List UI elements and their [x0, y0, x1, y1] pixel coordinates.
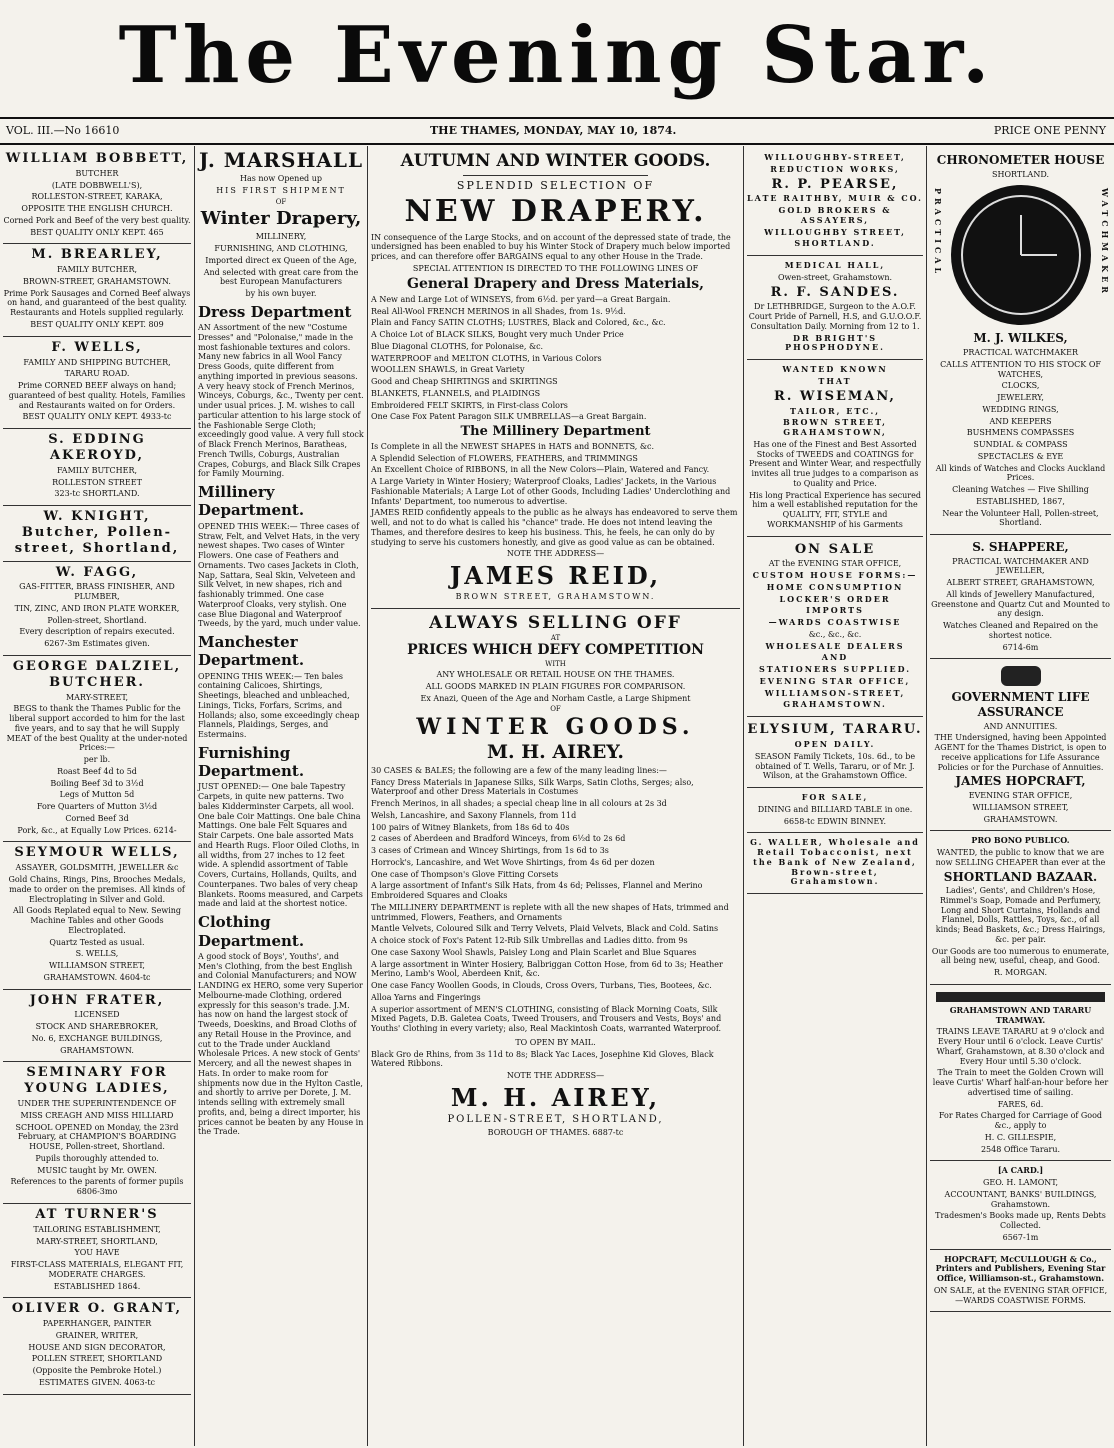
ad-line: MISS CREAGH AND MISS HILLIARD — [20, 1110, 174, 1120]
ad-line: Dr LETHBRIDGE, Surgeon to the A.O.F. Court Pride of Parnell, H.S, and G.U.O.O.F. Consultation Daily. Morning from 12 to 1. — [748, 302, 922, 331]
ad-line: PRO BONO PUBLICO. — [971, 835, 1070, 846]
reid-name: JAMES REID, — [449, 561, 662, 591]
column-5 — [927, 146, 1114, 1446]
department-text: A good stock of Boys', Youths', and Men's Clothing, from the best English and Colonial Manufacturers; and NOW LANDING ex HERO, some very Superior Melbourne-made Clothing, ordered expressly for this season's trade. J.M. has now on hand the largest stock of Tweeds, Doeskins, and Broad Cloths of any Retail House in the Province, and cut to the Trade under Auckland Wholesale Prices. A new stock of Gents' Mercery, and all the newest shapes in Hats. In order to make room for shipments now due in the Hylton Castle, and shortly to arrive per Dorete, J. M. intends selling with extremely small profits, and, being a direct importer, his prices cannot be beaten by any House in the Trade. — [198, 951, 364, 1137]
list-item: A superior assortment of MEN'S CLOTHING, consisting of Black Morning Coats, Silk Mixed Pagets, D.B. Galetea Coats, Tweed Trousers, and Trousers and Vests, Boys' and Youths' Clothing in every variety; also, Real Mackintosh Coats, warranted Waterproof. — [371, 1004, 722, 1034]
list-item: The MILLINERY DEPARTMENT is replete with all the new shapes of Hats, trimmed and untrimmed, Flowers, Feathers, and Ornaments — [371, 902, 729, 922]
ad-line: ASSAYER, GOLDSMITH, JEWELLER &c — [15, 863, 179, 873]
column-2-marshall — [195, 146, 368, 1446]
ad-line: (Opposite the Pembroke Hotel.) — [32, 1366, 162, 1376]
masthead-title: The Evening Star. — [118, 10, 996, 101]
ad-line: EVENING STAR OFFICE, — [968, 791, 1073, 800]
department-heading: Clothing Department. — [198, 913, 305, 950]
ad-heading: SEYMOUR WELLS, — [14, 845, 180, 861]
ad-line: Pork, &c., at Equally Low Prices. 6214- — [17, 825, 177, 835]
ad-line: Quartz Tested as usual. — [49, 937, 145, 947]
ad-fagg — [3, 562, 191, 656]
ad-line: Roast Beef 4d to 5d — [57, 766, 137, 776]
list-item: A New and Large Lot of WINSEYS, from 6½d. per yard—a Great Bargain. — [371, 294, 671, 304]
list-item: WATERPROOF and MELTON CLOTHS, in Various Colors — [371, 353, 602, 363]
reid-splendid: SPLENDID SELECTION OF — [456, 178, 655, 192]
ad-line: Tradesmen's Books made up, Rents Debts Collected. — [935, 1211, 1106, 1231]
ad-line: Every description of repairs executed. — [19, 627, 175, 637]
ad-line: AT the EVENING STAR OFFICE, — [768, 559, 902, 569]
ad-line: ESTABLISHED 1864. — [53, 1281, 141, 1291]
columns — [0, 146, 1114, 1448]
ad-heading: W. FAGG, — [55, 564, 139, 580]
airey-with: WITH — [545, 659, 566, 668]
reid-new-drapery: NEW DRAPERY. — [404, 194, 707, 230]
reid-section-millinery: The Millinery Department — [460, 424, 651, 440]
marshall-intro-1: Has now Opened up — [240, 174, 322, 184]
ad-line: GRAHAMSTOWN. — [983, 814, 1058, 824]
list-item: Alloa Yarns and Fingerings — [371, 992, 481, 1002]
ad-line: SUNDIAL & COMPASS — [973, 440, 1068, 449]
ad-line: GOVERNMENT LIFE ASSURANCE — [951, 690, 1090, 719]
ad-bobbett — [3, 148, 191, 244]
ad-line: AND — [821, 652, 849, 663]
ad-line: POLLEN STREET, SHORTLAND — [31, 1354, 163, 1364]
list-item: One case Fancy Woollen Goods, in Clouds, Cross Overs, Turbans, Ties, Bootees, &c. — [371, 981, 712, 991]
ad-line: SHORTLAND. — [794, 238, 876, 249]
list-item: 3 cases of Crimean and Wincey Shirtings, from 1s 6d to 3s — [371, 846, 609, 856]
ad-line: Our Goods are too numerous to enumerate, all being new, useful, cheap, and Good. — [931, 946, 1110, 966]
department-text: OPENED THIS WEEK:— Three cases of Straw, Felt, and Velvet Hats, in the very newest shapes. Two cases of Winter Flowers. One case of Feathers and Ornaments. Two cases Jackets in Cloth, Nap, Sattara, Seal Skin, Velveteen and Silk Velvet, in new shapes, rich and fashionably trimmed. One case Waterproof Cloaks, very stylish. One case Blue Diagonal and Waterproof Tweeds, by the yard, much under value. — [198, 521, 361, 629]
list-item: One case of Thompson's Glove Fitting Corsets — [371, 869, 559, 879]
ad-line: Boiling Beef 3d to 3½d — [50, 778, 144, 788]
ad-line: MARY-STREET, SHORTLAND, — [36, 1236, 158, 1246]
ad-line: SHORTLAND. — [992, 169, 1049, 179]
list-item: A choice stock of Fox's Patent 12-Rib Silk Umbrellas and Ladies ditto. from 9s — [371, 936, 688, 946]
place-date: THE THAMES, MONDAY, MAY 10, 1874. — [430, 124, 677, 137]
airey-footer: BOROUGH OF THAMES. 6887-tc — [487, 1128, 624, 1138]
ad-on-sale — [747, 537, 923, 718]
ad-line: MUSIC taught by Mr. OWEN. — [37, 1165, 157, 1175]
list-item: Fancy Dress Materials in Japanese Silks, Silk Warps, Satin Cloths, Serges; also, Waterproof and other Dress Materials in Costumes — [371, 777, 694, 797]
ad-line: &c., &c., &c. — [808, 629, 862, 639]
ad-line: Prime CORNED BEEF always on hand; guaranteed of best quality. Hotels, Families and Restaurants waited on for Orders. — [8, 381, 186, 410]
ad-line: Ladies', Gents', and Children's Hose, Rimmel's Soap, Pomade and Perfumery, Long and Short Curtains, Hollands and Flannel, Dolls, Rattles, Toys, &c., of all kinds; Bead Baskets, &c.; Dress Hairings, &c. per pair. — [935, 886, 1106, 944]
list-item: A large assortment in Winter Hosiery, Balbriggan Cotton Hose, from 6d to 3s; Heather Merino, Lamb's Wool, Aberdeen Knit, &c. — [371, 959, 723, 979]
list-item: A Large Variety in Winter Hosiery; Waterproof Cloaks, Ladies' Jackets, in the Various Fashionable Materials; A Large Lot of other Goods, Including Ladies' Underclothing and Infants' Department, too numerous to advertise. — [371, 477, 731, 506]
ad-line: AND KEEPERS — [989, 416, 1052, 426]
department-text: JUST OPENED:— One bale Tapestry Carpets, in quite new patterns. Two bales Kidderminster Carpets, all wool. One bale Coir Mattings. One bale China Mattings. One bale Felt Squares and Stair Carpets. One bale assorted Mats and Hearth Rugs. Floor Oiled Cloths, in all widths, from 27 inches to 12 feet wide. A splendid assortment of Table Covers, Curtains, Hollands, Quilts, and Counterpanes. Two bales of very cheap Blankets. Rooms measured, and Carpets made and laid at the shortest notice. — [198, 782, 363, 909]
reid-list-drapery — [371, 295, 740, 422]
airey-winter-goods: WINTER GOODS. — [416, 713, 695, 740]
marshall-departments — [198, 303, 364, 1137]
ad-seminary — [3, 1062, 191, 1203]
ad-line: CUSTOM HOUSE FORMS:— — [752, 570, 918, 581]
airey-name-2: M. H. AIREY, — [450, 1082, 661, 1112]
ad-shappere — [930, 535, 1111, 659]
ad-line: WILLIAMSON STREET, — [49, 961, 145, 971]
train-icon — [936, 992, 1105, 1002]
ad-line: AND ANNUITIES. — [983, 721, 1058, 731]
ad-line: ESTABLISHED, 1867, — [976, 496, 1065, 506]
ad-line: JEWELERY, — [997, 393, 1044, 402]
clock-minute-hand — [1021, 254, 1057, 256]
ad-line: YOU HAVE — [74, 1248, 120, 1258]
ad-line: STOCK AND SHAREBROKER, — [35, 1022, 159, 1032]
marshall-intro-3: OF — [275, 197, 287, 206]
ad-line: MARY-STREET, — [65, 692, 129, 702]
side-label-right: WATCHMAKER — [1100, 188, 1110, 297]
ad-line: PAPERHANGER, PAINTER — [42, 1319, 152, 1329]
ad-line: JAMES HOPCRAFT, — [955, 774, 1086, 789]
ad-line: R. F. SANDES. — [770, 284, 900, 300]
column-4 — [744, 146, 927, 1446]
ad-line: ALBERT STREET, GRAHAMSTOWN, — [946, 578, 1095, 588]
list-item: WOOLLEN SHAWLS, in Great Variety — [371, 365, 525, 375]
ad-line: R. MORGAN. — [993, 968, 1048, 978]
ad-line: BUSHMENS COMPASSES — [966, 428, 1075, 438]
ad-line: LOCKER'S ORDER — [779, 593, 891, 604]
ad-line: WHOLESALE DEALERS — [765, 640, 905, 651]
ad-line: CLOCKS, — [1001, 381, 1040, 391]
ad-line: FARES, 6d. — [997, 1099, 1044, 1109]
airey-line-3: Ex Anazi, Queen of the Age and Norham Castle, a Large Shipment — [420, 693, 691, 703]
airey-prices: PRICES WHICH DEFY COMPETITION — [407, 642, 704, 659]
ad-line: THE Undersigned, having been Appointed AGENT for the Thames District, is open to receive applications for Life Assurance Policies or for the Purchase of Annuities. — [934, 733, 1107, 772]
ad-line: SHORTLAND BAZAAR. — [943, 869, 1098, 884]
list-item: An Excellent Choice of RIBBONS, in all the New Colors—Plain, Watered and Fancy. — [371, 465, 710, 475]
ad-line: 2548 Office Tararu. — [980, 1144, 1061, 1154]
ad-line: All kinds of Jewellery Manufactured, Greenstone and Quartz Cut and Mounted to any design. — [931, 589, 1110, 619]
ad-line: —WARDS COASTWISE — [768, 617, 902, 628]
ad-line: LATE RAITHBY, MUIR & CO. — [747, 193, 923, 204]
reid-list-millinery — [371, 442, 740, 548]
masthead — [0, 0, 1114, 112]
ad-line: TIN, ZINC, AND IRON PLATE WORKER, — [14, 603, 180, 613]
marshall-sub-4: And selected with great care from the best European Manufacturers — [203, 267, 359, 287]
ad-line: GOLD BROKERS & ASSAYERS, — [778, 205, 892, 225]
ad-line: ESTIMATES GIVEN. 4063-tc — [38, 1377, 156, 1387]
reid-address: BROWN STREET, GRAHAMSTOWN. — [455, 592, 656, 602]
airey-at: AT — [550, 633, 561, 642]
ad-line: References to the parents of former pupils 6806-3mo — [10, 1177, 184, 1197]
ad-line: FIRST-CLASS MATERIALS, ELEGANT FIT, MODERATE CHARGES. — [10, 1260, 184, 1279]
ad-seymour-wells — [3, 842, 191, 989]
list-item: A large assortment of Infant's Silk Hats, from 4s 6d; Pelisses, Flannel and Merino Embroidered Squares and Cloaks — [371, 881, 703, 901]
ad-line: The Train to meet the Golden Crown will leave Curtis' Wharf half-an-hour before her advertised time of sailing. — [932, 1068, 1109, 1097]
ad-line: WILLOUGHBY STREET, — [764, 226, 906, 237]
column-1 — [0, 146, 195, 1446]
ad-heading: M. BREARLEY, — [31, 247, 163, 263]
ad-line: R. WISEMAN, — [774, 388, 896, 404]
dateline — [0, 117, 1114, 145]
airey-headline: ALWAYS SELLING OFF — [429, 613, 682, 634]
marshall-sub-1: MILLINERY, — [255, 232, 307, 242]
reid-headline: AUTUMN AND WINTER GOODS. — [400, 151, 711, 171]
ad-line: GEO. H. LAMONT, — [982, 1178, 1058, 1188]
ad-line: OPEN DAILY. — [794, 739, 876, 750]
ad-line: TAILOR, ETC., — [789, 405, 881, 416]
ad-brearley — [3, 244, 191, 336]
reid-intro: IN consequence of the Large Stocks, and on account of the depressed state of trade, the undersigned has been enabled to buy his Winter Stock of Drapery much below imported prices, and can therefore offer BARGAINS equal to any other House in the Trade. — [371, 232, 731, 262]
ad-line: S. SHAPPERE, — [972, 540, 1069, 554]
ad-line: IMPORTS — [806, 605, 864, 616]
ad-line: LICENSED — [74, 1010, 120, 1020]
ad-line: BEST QUALITY ONLY KEPT. 4933-tc — [22, 412, 172, 422]
column-3 — [368, 146, 744, 1446]
ad-line: BEGS to thank the Thames Public for the liberal support accorded to him for the last five years, and to say that he will Supply MEAT of the best Quality at the under-noted Prices:— — [6, 704, 188, 753]
list-item: One case Saxony Wool Shawls, Paisley Long and Plain Scarlet and Blue Squares — [371, 947, 697, 957]
department-heading: Dress Department — [198, 302, 352, 321]
ad-line: MEDICAL HALL, — [784, 260, 886, 271]
ad-line: HOME CONSUMPTION — [766, 581, 904, 592]
ad-morgan — [930, 831, 1111, 985]
airey-address: POLLEN-STREET, SHORTLAND, — [447, 1114, 664, 1126]
list-item: Horrock's, Lancashire, and Wet Wove Shirtings, from 4s 6d per dozen — [371, 857, 655, 867]
ad-line: S. WELLS, — [75, 949, 119, 959]
ad-line: per lb. — [83, 755, 111, 765]
list-item: French Merinos, in all shades; a special cheap line in all colours at 2s 3d — [371, 799, 667, 809]
ad-line: No. 6, EXCHANGE BUILDINGS, — [31, 1033, 163, 1043]
ad-line: WANTED, the public to know that we are now SELLING CHEAPER than ever at the — [935, 848, 1106, 867]
list-item: Real All-Wool FRENCH MERINOS in all Shades, from 1s. 9½d. — [371, 306, 626, 316]
ad-line: H. C. GILLESPIE, — [984, 1132, 1057, 1142]
ad-line: 323-tc SHORTLAND. — [54, 489, 140, 499]
ad-line: FAMILY AND SHIPPING BUTCHER, — [23, 357, 171, 367]
reid-ad — [371, 148, 740, 609]
ad-line: BROWN STREET, GRAHAMSTOWN, — [783, 417, 887, 438]
department-heading: Furnishing Department. — [198, 743, 305, 781]
ad-line: Near the Volunteer Hall, Pollen-street, Shortland. — [942, 508, 1099, 528]
list-item: Embroidered FELT SKIRTS, in First-class Colors — [371, 400, 568, 410]
crest-icon — [1001, 666, 1041, 686]
marshall-title: J. MARSHALL — [198, 148, 364, 172]
list-item: JAMES REID confidently appeals to the public as he always has endeavored to serve them well, and not to do what is called his "chance" trade. He does not intend leaving the Thames, and therefore desires to keep his business. This, he feels, he can only do by studying to serve his customers honestly, and give as good value as can be obtained. — [371, 508, 738, 547]
ad-line: TARARU ROAD. — [64, 369, 130, 379]
ad-line: Has one of the Finest and Best Assorted Stocks of TWEEDS and COATINGS for Present and Winter Wear, and respectfully invites all true judges to a comparison as to Quality and Price. — [748, 439, 922, 488]
ad-line: BROWN-STREET, GRAHAMSTOWN. — [23, 276, 171, 286]
ad-line: ROLLESTON STREET — [52, 477, 142, 487]
ad-line: WEDDING RINGS, — [982, 404, 1059, 414]
marshall-sub-5: by his own buyer. — [245, 289, 317, 299]
airey-note: NOTE THE ADDRESS— — [506, 1071, 605, 1081]
ad-line: ELYSIUM, TARARU. — [747, 722, 923, 738]
ad-line: Pollen-street, Shortland. — [47, 615, 147, 625]
list-item: 30 CASES & BALES; the following are a few of the many leading lines:— — [371, 765, 667, 775]
ad-line: FAMILY BUTCHER, — [56, 265, 138, 275]
ad-line: 6658-tc EDWIN BINNEY. — [783, 816, 887, 826]
ad-line: G. WALLER, Wholesale and Retail Tobacconist, next the Bank of New Zealand, Brown-street, Grahamstown. — [750, 837, 920, 887]
ad-pearse — [747, 148, 923, 256]
ad-line: STATIONERS SUPPLIED. — [758, 664, 912, 675]
ad-line: PRACTICAL WATCHMAKER AND JEWELLER, — [952, 556, 1089, 576]
ad-line: TAILORING ESTABLISHMENT, — [33, 1224, 161, 1234]
list-item: One Case Fox Patent Paragon SILK UMBRELLAS—a Great Bargain. — [371, 412, 647, 422]
ad-for-sale — [747, 788, 923, 833]
reid-attention: SPECIAL ATTENTION IS DIRECTED TO THE FOLLOWING LINES OF — [412, 263, 699, 273]
ad-heading: WILLIAM BOBBETT, — [5, 151, 189, 166]
ad-heading: OLIVER O. GRANT, — [11, 1301, 183, 1317]
ad-knight — [3, 506, 191, 562]
airey-list — [371, 766, 740, 1034]
ad-printers — [930, 1250, 1111, 1313]
ad-frater — [3, 990, 191, 1063]
ad-line: FAMILY BUTCHER, — [56, 465, 138, 475]
ad-line: 6714-6m — [1002, 642, 1039, 652]
ad-line: CHRONOMETER HOUSE — [936, 153, 1105, 167]
marshall-intro-2: HIS FIRST SHIPMENT — [216, 186, 346, 196]
list-item: 100 pairs of Witney Blankets, from 18s 6d to 40s — [371, 822, 570, 832]
ad-line: GRAHAMSTOWN. — [60, 1045, 134, 1055]
clock-hour-hand — [1020, 215, 1022, 255]
ad-line: SCHOOL OPENED on Monday, the 23rd February, at CHAMPION'S BOARDING HOUSE, Pollen-street, Shortland. — [15, 1122, 179, 1152]
airey-line-1: ANY WHOLESALE OR RETAIL HOUSE ON THE THAMES. — [436, 670, 675, 680]
ad-line: ACCOUNTANT, BANKS' BUILDINGS, Grahamstown. — [944, 1189, 1097, 1209]
ad-line: HOUSE AND SIGN DECORATOR, — [28, 1342, 166, 1352]
ad-line: EVENING STAR OFFICE, — [759, 675, 911, 686]
ad-line: Cleaning Watches — Five Shilling — [952, 485, 1089, 494]
ad-line: DINING and BILLIARD TABLE in one. — [757, 804, 913, 814]
airey-ad — [371, 609, 740, 1138]
ad-line: Fore Quarters of Mutton 3½d — [36, 802, 158, 812]
ad-line: (LATE DOBBWELL'S), — [51, 180, 143, 190]
ad-wilkes — [930, 148, 1111, 535]
ad-dalziel — [3, 656, 191, 842]
ad-line: BEST QUALITY ONLY KEPT. 809 — [30, 319, 164, 329]
ad-heading: AT TURNER'S — [35, 1206, 159, 1222]
ad-line: TRAINS LEAVE TARARU at 9 o'clock and Every Hour until 6 o'clock. Leave Curtis' Wharf, Grahamstown, at 8.30 o'clock and Every Hour until 5.30 o'clock. — [936, 1027, 1105, 1066]
ad-line: All kinds of Watches and Clocks Auckland Prices. — [935, 463, 1106, 483]
reid-note: NOTE THE ADDRESS— — [506, 549, 605, 559]
ad-line: SPECTACLES & EYE — [977, 451, 1064, 461]
ad-line: FOR SALE, — [801, 792, 869, 803]
airey-mail-text: Black Gro de Rhins, from 3s 11d to 8s; Black Yac Laces, Josephine Kid Gloves, Black Watered Ribbons. — [371, 1049, 714, 1069]
ad-heading: F. WELLS, — [51, 339, 143, 355]
list-item: A Splendid Selection of FLOWERS, FEATHERS, and TRIMMINGS — [371, 453, 638, 463]
ad-line: CALLS ATTENTION TO HIS STOCK OF WATCHES, — [940, 359, 1101, 379]
ad-line: REDUCTION WORKS, — [770, 163, 900, 174]
list-item: Mantle Velvets, Coloured Silk and Terry Velvets, Plaid Velvets, Black and Cold. Satins — [371, 924, 719, 934]
ad-akeroyd — [3, 429, 191, 506]
airey-of: OF — [550, 705, 561, 714]
airey-mail: TO OPEN BY MAIL. — [515, 1037, 596, 1047]
ad-wiseman — [747, 360, 923, 536]
ad-sandes — [747, 256, 923, 360]
ad-waller — [747, 833, 923, 894]
list-item: Welsh, Lancashire, and Saxony Flannels, from 11d — [371, 810, 577, 820]
ad-line: R. P. PEARSE, — [771, 176, 899, 192]
ad-line: ROLLESTON-STREET, KARAKA, — [31, 192, 163, 202]
volume-number: VOL. III.—No 16610 — [6, 124, 120, 137]
ad-heading: W. KNIGHT, Butcher, Pollen-street, Shortland, — [14, 509, 180, 556]
list-item: Good and Cheap SHIRTINGS and SKIRTINGS — [371, 377, 558, 387]
ad-line: GRAHAMSTOWN. 4604-tc — [43, 972, 151, 982]
ad-line: GRAINER, WRITER, — [55, 1330, 139, 1340]
ad-line: M. J. WILKES, — [973, 331, 1068, 346]
ad-line: 6267-3m Estimates given. — [44, 639, 150, 649]
department-text: OPENING THIS WEEK:— Ten bales containing Calicoes, Shirtings, Sheetings, bleached and unbleached, Linings, Ticks, Forfars, Scrims, and Hollands; also, some exceedingly cheap Flannels, Plaidings, Serges, and Estermains. — [198, 671, 360, 740]
reid-section-drapery: General Drapery and Dress Materials, — [406, 275, 704, 292]
ad-heading: S. EDDING AKEROYD, — [48, 432, 146, 463]
ad-line: BEST QUALITY ONLY KEPT. 465 — [30, 227, 164, 237]
ad-grant — [3, 1298, 191, 1394]
ad-line: UNDER THE SUPERINTENDENCE OF — [17, 1099, 177, 1109]
ad-line: Owen-street, Grahamstown. — [777, 272, 893, 282]
ad-line: OPPOSITE THE ENGLISH CHURCH. — [21, 204, 173, 214]
ad-line: THAT — [818, 375, 852, 386]
ad-tramway — [930, 985, 1111, 1162]
ad-line: BUTCHER — [75, 168, 119, 178]
clock-icon — [951, 185, 1091, 325]
ad-line: Legs of Mutton 5d — [59, 790, 135, 800]
ad-heading: GEORGE DALZIEL, BUTCHER. — [12, 658, 182, 690]
airey-line-2: ALL GOODS MARKED IN PLAIN FIGURES FOR COMPARISON. — [425, 681, 686, 691]
ad-line: Gold Chains, Rings, Pins, Brooches Medals, made to order on the premises. All kinds of Electroplating in Silver and Gold. — [8, 875, 186, 904]
ad-heading: JOHN FRATER, — [29, 992, 165, 1008]
ad-line: PRACTICAL WATCHMAKER — [963, 348, 1078, 357]
ad-line: Corned Beef 3d — [65, 813, 129, 823]
list-item: A Choice Lot of BLACK SILKS, Bought very much Under Price — [371, 330, 624, 340]
ad-line: DR BRIGHT'S PHOSPHODYNE. — [785, 332, 885, 353]
marshall-sub-2: FURNISHING, AND CLOTHING, — [214, 244, 348, 254]
ad-line: Pupils thoroughly attended to. — [35, 1153, 159, 1163]
marshall-headline: Winter Drapery, — [200, 208, 362, 230]
ad-line: WILLIAMSON STREET, — [972, 802, 1069, 812]
ad-line: All Goods Replated equal to New. Sewing Machine Tables and other Goods Electroplated. — [12, 906, 182, 935]
ad-line: Watches Cleaned and Repaired on the shortest notice. — [943, 621, 1098, 640]
department-heading: Millinery Department. — [198, 483, 305, 520]
marshall-sub-3: Imported direct ex Queen of the Age, — [205, 255, 357, 265]
ad-line: WILLOUGHBY-STREET, — [764, 152, 906, 162]
ad-lamont — [930, 1161, 1111, 1249]
ad-line: GRAHAMSTOWN AND TARARU TRAMWAY. — [949, 1004, 1092, 1025]
ad-line: WANTED KNOWN — [782, 364, 888, 375]
ad-line: HOPCRAFT, McCULLOUGH & Co., Printers and Publishers, Evening Star Office, Williamson-st., Grahamstown. — [935, 1253, 1106, 1284]
airey-name: M. H. AIREY. — [486, 740, 625, 763]
ad-line: GAS-FITTER, BRASS FINISHER, AND PLUMBER, — [19, 582, 175, 602]
price: PRICE ONE PENNY — [993, 124, 1106, 137]
ad-hopcraft — [930, 659, 1111, 831]
list-item: Blue Diagonal CLOTHS, for Polonaise, &c. — [371, 341, 544, 351]
list-item: Plain and Fancy SATIN CLOTHS; LUSTRES, Black and Colored, &c., &c. — [371, 318, 666, 328]
ad-line: SEASON Family Tickets, 10s. 6d., to be obtained of T. Wells, Tararu, or of Mr. J. Wilson, at the Grahamstown Office. — [754, 751, 916, 781]
ad-line: Corned Pork and Beef of the very best quality. — [3, 215, 191, 225]
department-text: AN Assortment of the new "Costume Dresses" and "Polonaise," made in the most fashionable textures and colors. Many new fabrics in all Wool Fancy Dress Goods, quite different from anything imported in previous seasons. A very heavy stock of French Merinos, Winceys, Coburgs, &c., Twenty per cent. under usual prices. J. M. wishes to call particular attention to his large stock of the Fashionable Serge Cloth; exceedingly good value. A very full stock of Black French Merinos, Baratheas, French Twills, Coburgs, Australian Crapes, Coburgs, and Black Silk Crapes for Family Mourning. — [198, 323, 364, 479]
department-heading: Manchester Department. — [198, 633, 305, 670]
ad-elysium — [747, 717, 923, 788]
ad-line: WILLIAMSON-STREET, — [764, 687, 906, 698]
ad-line: His long Practical Experience has secured him a well established reputation for the QUALITY, FIT, STYLE and WORKMANSHIP of his Garments — [749, 490, 921, 529]
ad-heading: SEMINARY FOR YOUNG LADIES, — [24, 1065, 170, 1097]
ad-wells-butcher — [3, 337, 191, 429]
ad-line: 6567-1m — [1002, 1232, 1039, 1242]
side-label-left: PRACTICAL — [932, 188, 943, 278]
list-item: Is Complete in all the NEWEST SHAPES in HATS and BONNETS, &c. — [371, 441, 655, 451]
ad-turner — [3, 1204, 191, 1298]
list-item: 2 cases of Aberdeen and Bradford Winceys, from 6½d to 2s 6d — [371, 834, 626, 844]
ad-line: Prime Pork Sausages and Corned Beef always on hand, and guaranteed of the best quality. Restaurants and Hotels supplied regularly. — [3, 288, 191, 318]
ad-line: ON SALE — [794, 541, 876, 557]
ad-line: ON SALE, at the EVENING STAR OFFICE, —WARDS COASTWISE FORMS. — [933, 1285, 1108, 1305]
ad-line: GRAHAMSTOWN. — [783, 699, 887, 710]
ad-line: For Rates Charged for Carriage of Good &c., apply to — [938, 1111, 1103, 1131]
ad-line: [A CARD.] — [997, 1165, 1044, 1176]
list-item: BLANKETS, FLANNELS, and PLAIDINGS — [371, 388, 541, 398]
